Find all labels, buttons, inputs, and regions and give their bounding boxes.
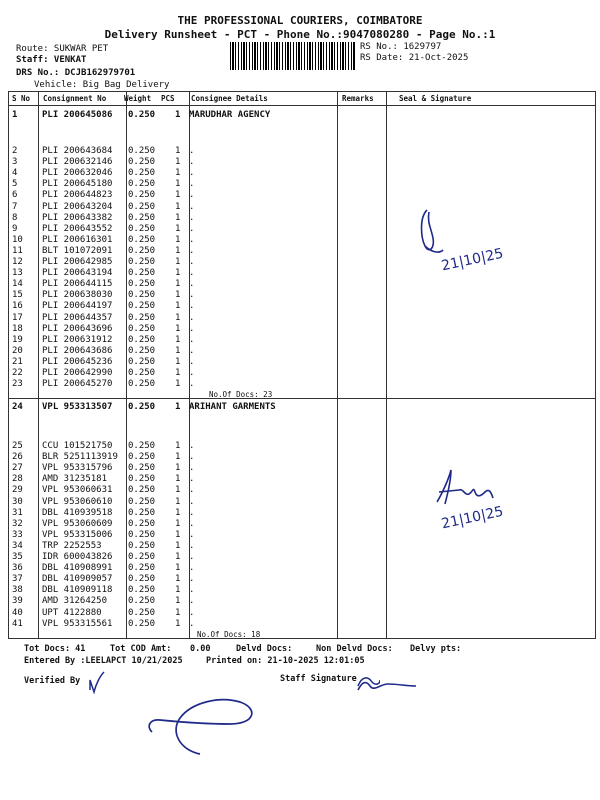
- row-consignee: .: [189, 157, 195, 168]
- row-consignee: .: [189, 552, 195, 562]
- printed-on: Printed on: 21-10-2025 12:01:05: [206, 656, 365, 666]
- row-pcs: 1: [175, 146, 181, 156]
- row-consignee: .: [189, 368, 195, 378]
- table-row: [9, 552, 595, 563]
- row-sno: 41: [12, 618, 23, 629]
- table-row: [9, 574, 595, 585]
- row-consignee: .: [189, 223, 195, 234]
- row-consignee: .: [189, 618, 195, 629]
- table-row: [9, 530, 595, 541]
- row-pcs: 1: [175, 212, 181, 223]
- signature-date-1: 21|10|25: [440, 245, 505, 275]
- row-pcs: 1: [175, 485, 181, 496]
- row-weight: 0.250: [128, 257, 156, 267]
- delivery-points: Delvy pts:: [410, 644, 462, 654]
- row-consignment: PLI 200644115: [42, 279, 113, 290]
- col-remarks: Remarks: [342, 94, 374, 103]
- row-consignment: PLI 200616301: [42, 234, 113, 245]
- row-pcs: 1: [175, 618, 181, 629]
- table-row: [9, 301, 595, 312]
- row-pcs: 1: [175, 452, 181, 463]
- row-pcs: 1: [175, 223, 181, 234]
- row-consignee: .: [189, 334, 195, 345]
- row-consignment: PLI 200644823: [42, 190, 113, 201]
- table-row: [9, 357, 595, 368]
- row-consignment: VPL 953060609: [42, 518, 113, 529]
- table-row: [9, 619, 595, 630]
- row-weight: 0.250: [128, 518, 156, 529]
- row-consignee: .: [189, 345, 195, 356]
- row-pcs: 1: [175, 585, 181, 596]
- row-weight: 0.250: [128, 290, 156, 301]
- row-pcs: 1: [175, 268, 181, 279]
- group-1-doc-count: No.Of Docs: 23: [209, 390, 273, 399]
- row-weight: 0.250: [128, 345, 156, 356]
- row-consignment: TRP 2252553: [42, 540, 102, 551]
- row-consignment: PLI 200643552: [42, 223, 113, 234]
- row-consignment: PLI 200632146: [42, 157, 113, 168]
- table-row: [9, 541, 595, 552]
- row-sno: 7: [12, 201, 18, 212]
- row-consignment: PLI 200631912: [42, 334, 113, 345]
- verified-by-label: Verified By: [24, 676, 81, 686]
- row-consignee: .: [189, 168, 195, 179]
- row-consignment: PLI 200643696: [42, 323, 113, 334]
- row-consignee: .: [189, 212, 195, 223]
- row-sno: 36: [12, 563, 23, 574]
- group-2-doc-count: No.Of Docs: 18: [197, 630, 261, 639]
- row-sno: 12: [12, 257, 23, 267]
- row-pcs: 1: [175, 496, 181, 507]
- row-pcs: 1: [175, 179, 181, 190]
- row-consignee: .: [189, 485, 195, 496]
- row-weight: 0.250: [128, 301, 156, 312]
- row-sno: 25: [12, 441, 23, 451]
- row-sno: 2: [12, 146, 18, 156]
- staff-signature-label: Staff Signature: [280, 674, 357, 684]
- entered-by: Entered By :LEELAPCT 10/21/2025: [24, 656, 183, 666]
- row-pcs: 1: [175, 356, 181, 367]
- row-sno: 33: [12, 529, 23, 540]
- row-consignment: BLR 5251113919: [42, 452, 118, 463]
- row-consignment: PLI 200645180: [42, 179, 113, 190]
- row-consignment: PLI 200645086: [42, 110, 113, 120]
- row-weight: 0.250: [128, 110, 156, 120]
- row-sno: 13: [12, 268, 23, 279]
- row-pcs: 1: [175, 518, 181, 529]
- row-weight: 0.250: [128, 356, 156, 367]
- row-consignee: .: [189, 507, 195, 518]
- route-label: Route: SUKWAR PET: [16, 44, 109, 54]
- row-consignment: BLT 101072091: [42, 245, 113, 256]
- table-row: [9, 441, 595, 452]
- row-consignee: .: [189, 452, 195, 463]
- row-consignee: ARIHANT GARMENTS: [189, 402, 276, 412]
- row-weight: 0.250: [128, 607, 156, 618]
- row-consignee: .: [189, 356, 195, 367]
- table-row: [9, 585, 595, 596]
- row-consignment: PLI 200644357: [42, 312, 113, 323]
- row-sno: 11: [12, 245, 23, 256]
- row-consignee: .: [189, 441, 195, 451]
- row-pcs: 1: [175, 507, 181, 518]
- row-consignee: .: [189, 190, 195, 201]
- row-sno: 17: [12, 312, 23, 323]
- table-row: [9, 379, 595, 390]
- row-pcs: 1: [175, 607, 181, 618]
- row-sno: 14: [12, 279, 23, 290]
- row-pcs: 1: [175, 552, 181, 562]
- row-sno: 27: [12, 463, 23, 474]
- col-consignment: Consignment No: [43, 94, 107, 103]
- row-weight: 0.250: [128, 474, 156, 485]
- row-pcs: 1: [175, 110, 181, 120]
- row-consignee: .: [189, 290, 195, 301]
- row-consignment: PLI 200643684: [42, 146, 113, 156]
- non-delivered-docs: Non Delvd Docs:: [316, 644, 393, 654]
- row-weight: 0.250: [128, 157, 156, 168]
- row-pcs: 1: [175, 312, 181, 323]
- row-weight: 0.250: [128, 574, 156, 585]
- table-row: [9, 596, 595, 607]
- row-weight: 0.250: [128, 496, 156, 507]
- row-sno: 22: [12, 368, 23, 378]
- row-weight: 0.250: [128, 379, 156, 390]
- row-consignment: VPL 953313507: [42, 402, 113, 412]
- row-weight: 0.250: [128, 190, 156, 201]
- table-row: [9, 324, 595, 335]
- row-consignee: .: [189, 234, 195, 245]
- row-consignee: .: [189, 574, 195, 585]
- row-consignment: PLI 200645236: [42, 356, 113, 367]
- row-sno: 37: [12, 574, 23, 585]
- table-row: [9, 563, 595, 574]
- col-pcs: PCS: [161, 94, 175, 103]
- row-consignee: .: [189, 540, 195, 551]
- col-consignee: Consignee Details: [191, 94, 268, 103]
- row-weight: 0.250: [128, 312, 156, 323]
- row-weight: 0.250: [128, 268, 156, 279]
- row-consignment: PLI 200638030: [42, 290, 113, 301]
- row-weight: 0.250: [128, 485, 156, 496]
- row-weight: 0.250: [128, 212, 156, 223]
- total-docs: Tot Docs: 41: [24, 644, 86, 654]
- row-consignment: CCU 101521750: [42, 441, 113, 451]
- row-consignment: IDR 600043826: [42, 552, 113, 562]
- row-consignment: DBL 410909057: [42, 574, 113, 585]
- row-consignee: .: [189, 518, 195, 529]
- delivered-docs: Delvd Docs:: [236, 644, 293, 654]
- barcode-image: [230, 42, 356, 70]
- table-row: [9, 346, 595, 357]
- row-weight: 0.250: [128, 234, 156, 245]
- row-pcs: 1: [175, 301, 181, 312]
- row-consignee: .: [189, 585, 195, 596]
- row-sno: 31: [12, 507, 23, 518]
- row-consignee: .: [189, 496, 195, 507]
- row-consignment: PLI 200645270: [42, 379, 113, 390]
- table-row: [9, 157, 595, 168]
- row-pcs: 1: [175, 201, 181, 212]
- row-consignment: PLI 200643204: [42, 201, 113, 212]
- row-weight: 0.250: [128, 201, 156, 212]
- row-sno: 32: [12, 518, 23, 529]
- table-row: [9, 179, 595, 190]
- drs-number: DRS No.: DCJB162979701: [16, 68, 136, 78]
- row-weight: 0.250: [128, 463, 156, 474]
- signature-date-2: 21|10|25: [440, 503, 505, 533]
- row-pcs: 1: [175, 234, 181, 245]
- row-consignee: MARUDHAR AGENCY: [189, 110, 271, 120]
- row-sno: 18: [12, 323, 23, 334]
- row-sno: 39: [12, 596, 23, 607]
- row-pcs: 1: [175, 368, 181, 378]
- row-sno: 9: [12, 223, 18, 234]
- row-sno: 5: [12, 179, 18, 190]
- table-row: [9, 608, 595, 619]
- row-pcs: 1: [175, 190, 181, 201]
- row-consignment: PLI 200643194: [42, 268, 113, 279]
- row-weight: 0.250: [128, 507, 156, 518]
- row-pcs: 1: [175, 596, 181, 607]
- row-weight: 0.250: [128, 596, 156, 607]
- row-consignment: PLI 200632046: [42, 168, 113, 179]
- rs-date: RS Date: 21-Oct-2025: [360, 53, 469, 63]
- row-consignment: AMD 31235181: [42, 474, 108, 485]
- table-row: [9, 279, 595, 290]
- table-row: [9, 146, 595, 157]
- runsheet-subtitle: Delivery Runsheet - PCT - Phone No.:9047080280 - Page No.:1: [104, 28, 496, 41]
- row-consignment: DBL 410908991: [42, 563, 113, 574]
- row-sno: 3: [12, 157, 18, 168]
- col-weight: Weight: [124, 94, 152, 103]
- row-sno: 29: [12, 485, 23, 496]
- row-weight: 0.250: [128, 552, 156, 562]
- row-sno: 8: [12, 212, 18, 223]
- row-consignee: .: [189, 529, 195, 540]
- row-pcs: 1: [175, 463, 181, 474]
- row-pcs: 1: [175, 290, 181, 301]
- row-consignee: .: [189, 312, 195, 323]
- row-pcs: 1: [175, 563, 181, 574]
- row-sno: 30: [12, 496, 23, 507]
- row-pcs: 1: [175, 402, 181, 412]
- row-sno: 20: [12, 345, 23, 356]
- row-sno: 16: [12, 301, 23, 312]
- row-weight: 0.250: [128, 168, 156, 179]
- row-pcs: 1: [175, 379, 181, 390]
- staff-signature: [354, 674, 424, 698]
- table-row: [9, 290, 595, 301]
- row-pcs: 1: [175, 323, 181, 334]
- runsheet-table: [8, 91, 596, 639]
- row-consignee: .: [189, 323, 195, 334]
- verifier-signature: [80, 662, 380, 762]
- row-consignment: PLI 200642985: [42, 257, 113, 267]
- row-consignee: .: [189, 179, 195, 190]
- row-consignee: .: [189, 257, 195, 267]
- row-consignee: .: [189, 279, 195, 290]
- row-consignment: PLI 200644197: [42, 301, 113, 312]
- row-sno: 15: [12, 290, 23, 301]
- row-weight: 0.250: [128, 563, 156, 574]
- rs-number: RS No.: 1629797: [360, 42, 442, 52]
- row-consignee: .: [189, 379, 195, 390]
- row-sno: 26: [12, 452, 23, 463]
- row-consignment: DBL 410939518: [42, 507, 113, 518]
- row-sno: 6: [12, 190, 18, 201]
- table-row: [9, 110, 595, 121]
- row-weight: 0.250: [128, 402, 156, 412]
- row-consignment: VPL 953060610: [42, 496, 113, 507]
- row-consignee: .: [189, 245, 195, 256]
- row-weight: 0.250: [128, 245, 156, 256]
- row-weight: 0.250: [128, 618, 156, 629]
- row-weight: 0.250: [128, 441, 156, 451]
- total-cod-value: 0.00: [190, 644, 211, 654]
- row-weight: 0.250: [128, 334, 156, 345]
- row-sno: 40: [12, 607, 23, 618]
- row-consignee: .: [189, 596, 195, 607]
- row-sno: 21: [12, 356, 23, 367]
- row-consignment: AMD 31264250: [42, 596, 108, 607]
- row-sno: 24: [12, 402, 23, 412]
- row-pcs: 1: [175, 474, 181, 485]
- row-consignment: DBL 410909118: [42, 585, 113, 596]
- row-weight: 0.250: [128, 529, 156, 540]
- row-weight: 0.250: [128, 323, 156, 334]
- row-sno: 28: [12, 474, 23, 485]
- row-consignee: .: [189, 607, 195, 618]
- col-sno: S No: [12, 94, 31, 103]
- row-sno: 19: [12, 334, 23, 345]
- row-sno: 1: [12, 110, 18, 120]
- row-consignment: PLI 200643382: [42, 212, 113, 223]
- row-consignment: VPL 953060631: [42, 485, 113, 496]
- row-pcs: 1: [175, 441, 181, 451]
- row-pcs: 1: [175, 529, 181, 540]
- row-consignee: .: [189, 146, 195, 156]
- row-consignment: PLI 200642990: [42, 368, 113, 378]
- row-weight: 0.250: [128, 540, 156, 551]
- table-row: [9, 368, 595, 379]
- row-consignment: UPT 4122880: [42, 607, 102, 618]
- row-sno: 4: [12, 168, 18, 179]
- row-consignee: .: [189, 474, 195, 485]
- row-pcs: 1: [175, 168, 181, 179]
- row-sno: 10: [12, 234, 23, 245]
- row-pcs: 1: [175, 157, 181, 168]
- row-sno: 35: [12, 552, 23, 562]
- col-seal: Seal & Signature: [399, 94, 472, 103]
- row-sno: 23: [12, 379, 23, 390]
- row-pcs: 1: [175, 257, 181, 267]
- table-row: [9, 402, 595, 413]
- row-pcs: 1: [175, 334, 181, 345]
- row-consignee: .: [189, 268, 195, 279]
- row-consignee: .: [189, 301, 195, 312]
- row-pcs: 1: [175, 574, 181, 585]
- row-weight: 0.250: [128, 279, 156, 290]
- total-cod-label: Tot COD Amt:: [110, 644, 172, 654]
- row-consignment: PLI 200643686: [42, 345, 113, 356]
- table-row: [9, 313, 595, 324]
- table-row: [9, 335, 595, 346]
- row-pcs: 1: [175, 345, 181, 356]
- row-consignee: .: [189, 563, 195, 574]
- company-title: THE PROFESSIONAL COURIERS, COIMBATORE: [177, 14, 423, 27]
- row-consignment: VPL 953315796: [42, 463, 113, 474]
- row-consignment: VPL 953315561: [42, 618, 113, 629]
- row-weight: 0.250: [128, 452, 156, 463]
- row-pcs: 1: [175, 540, 181, 551]
- vehicle-label: Vehicle: Big Bag Delivery: [34, 80, 170, 90]
- row-sno: 38: [12, 585, 23, 596]
- staff-label: Staff: VENKAT: [16, 55, 87, 65]
- row-weight: 0.250: [128, 146, 156, 156]
- row-weight: 0.250: [128, 585, 156, 596]
- row-consignee: .: [189, 463, 195, 474]
- row-consignee: .: [189, 201, 195, 212]
- table-row: [9, 168, 595, 179]
- row-pcs: 1: [175, 279, 181, 290]
- row-pcs: 1: [175, 245, 181, 256]
- row-weight: 0.250: [128, 179, 156, 190]
- row-consignment: VPL 953315006: [42, 529, 113, 540]
- row-sno: 34: [12, 540, 23, 551]
- row-weight: 0.250: [128, 368, 156, 378]
- row-weight: 0.250: [128, 223, 156, 234]
